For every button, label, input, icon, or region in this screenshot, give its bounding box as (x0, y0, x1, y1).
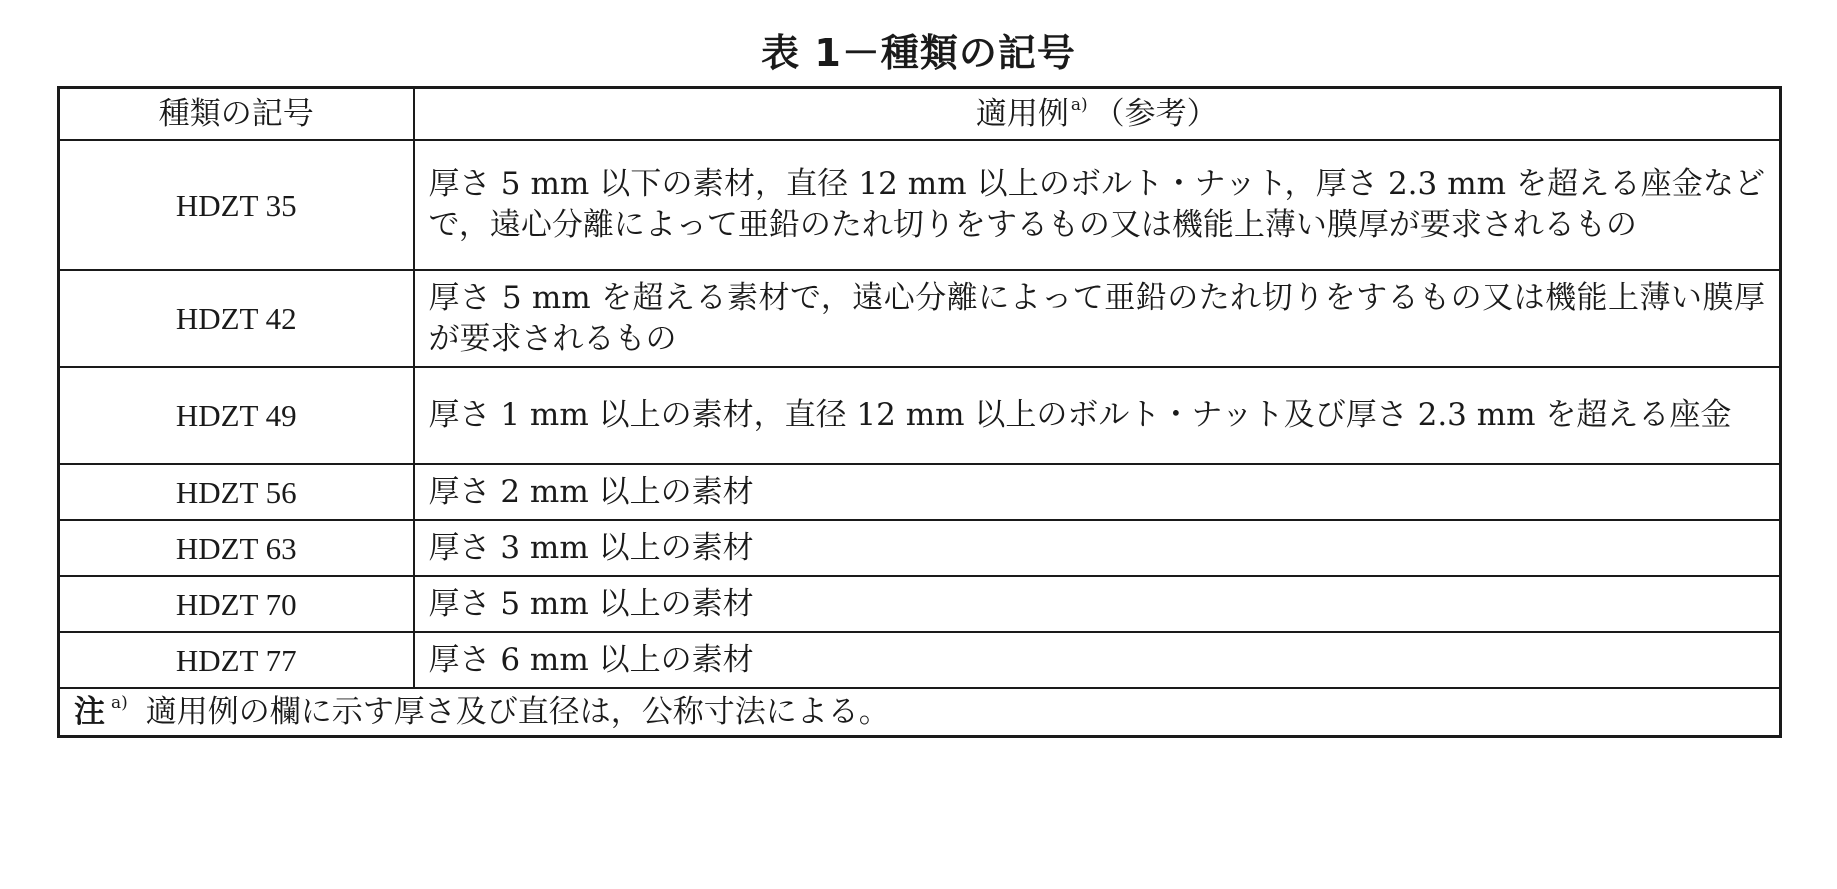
table-row (59, 464, 1781, 520)
header-use-suffix: （参考） (1093, 95, 1218, 132)
table-title: 表 1－種類の記号 (761, 31, 1076, 75)
type-code-cell: HDZT 42 (59, 270, 414, 367)
type-code-cell: HDZT 70 (59, 576, 414, 632)
note-text: 適用例の欄に示す厚さ及び直径は，公称寸法による。 (145, 693, 890, 730)
type-code-cell: HDZT 63 (59, 520, 414, 576)
application-cell: 厚さ 5 mm 以下の素材，直径 12 mm 以上のボルト・ナット，厚さ 2.3 mm を超える座金などで，遠心分離によって亜鉛のたれ切りをするもの又は機能上薄い膜厚が要求されるもの (414, 140, 1781, 270)
header-application-example (414, 88, 1781, 141)
table-row (59, 140, 1781, 270)
type-code-cell: HDZT 35 (59, 140, 414, 270)
type-symbol-table (57, 86, 1782, 738)
table-row (59, 367, 1781, 464)
header-footnote-mark: a) (1070, 95, 1088, 116)
table-row (59, 576, 1781, 632)
note-label: 注 (74, 693, 105, 730)
application-cell: 厚さ 2 mm 以上の素材 (414, 464, 1781, 520)
application-cell: 厚さ 3 mm 以上の素材 (414, 520, 1781, 576)
header-type-symbol: 種類の記号 (59, 88, 414, 141)
application-cell: 厚さ 1 mm 以上の素材，直径 12 mm 以上のボルト・ナット及び厚さ 2.3 mm を超える座金 (414, 367, 1781, 464)
note-footnote-mark: a) (111, 693, 128, 714)
application-cell: 厚さ 5 mm を超える素材で，遠心分離によって亜鉛のたれ切りをするもの又は機能上薄い膜厚が要求されるもの (414, 270, 1781, 367)
type-code-cell: HDZT 49 (59, 367, 414, 464)
table-row (59, 270, 1781, 367)
header-use-label: 適用例 (975, 95, 1069, 132)
note-row (59, 688, 1781, 737)
type-code-cell: HDZT 77 (59, 632, 414, 688)
type-code-cell: HDZT 56 (59, 464, 414, 520)
table-row (59, 520, 1781, 576)
application-cell: 厚さ 5 mm 以上の素材 (414, 576, 1781, 632)
application-cell: 厚さ 6 mm 以上の素材 (414, 632, 1781, 688)
table-header-row (59, 88, 1781, 141)
note-cell (59, 688, 1781, 737)
table-row (59, 632, 1781, 688)
